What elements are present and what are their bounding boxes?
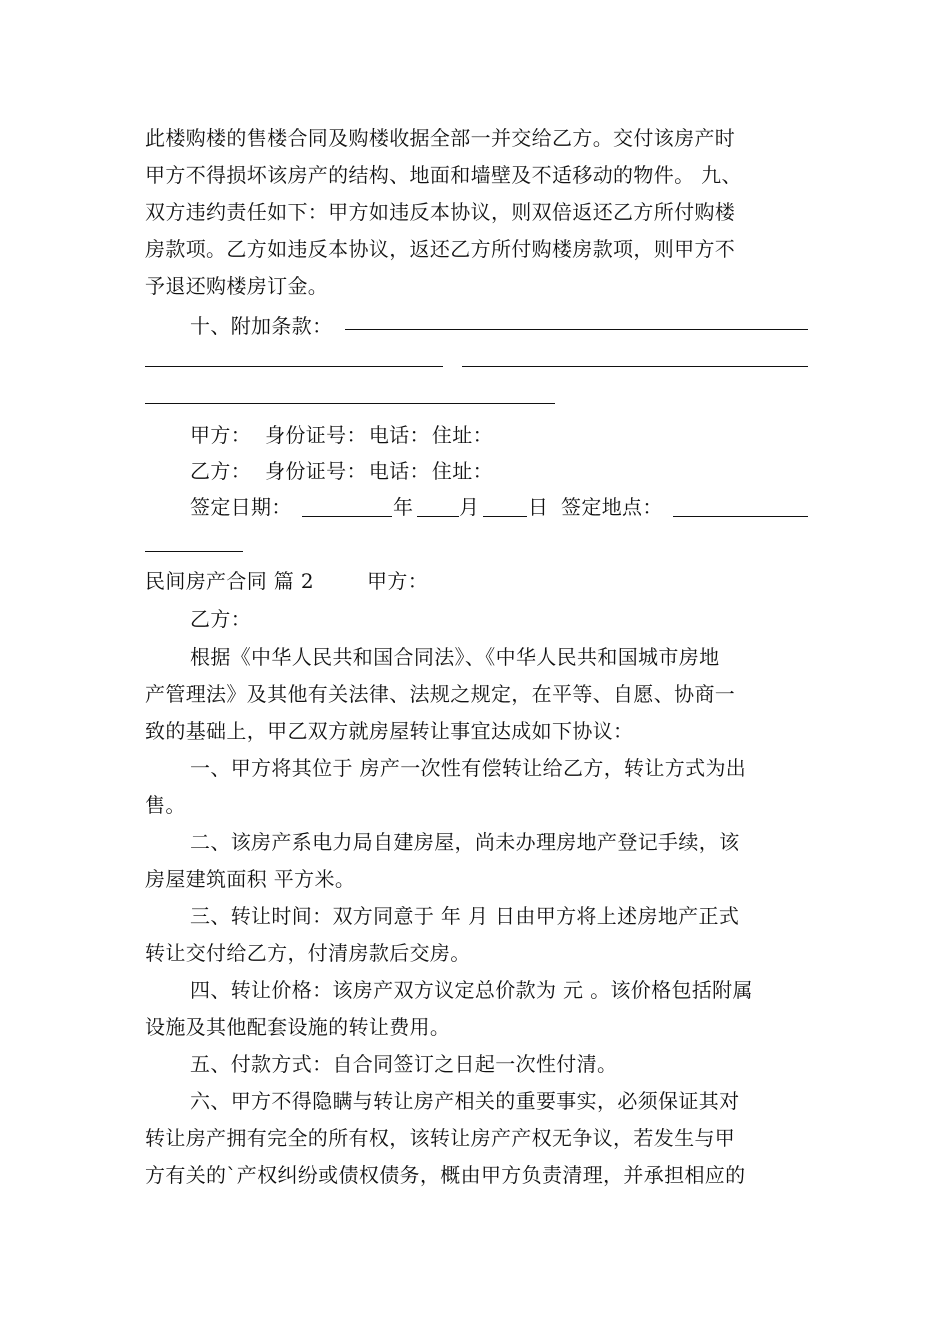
paragraph-line: 双方违约责任如下：甲方如违反本协议，则双倍返还乙方所付购楼 [145,200,736,224]
party-a-phone-label: 电话： [368,423,430,447]
sign-date-label: 签定日期： [190,495,292,519]
party-b-label: 乙方： [190,459,252,483]
blank-underline [145,403,555,404]
party-b-address-label: 住址： [431,459,493,483]
clause-ten-label: 十、附加条款： [190,314,333,338]
year-blank [302,516,392,517]
paragraph-line: 房款项。乙方如违反本协议，返还乙方所付购楼房款项，则甲方不 [145,237,736,261]
body-line: 转让交付给乙方，付清房款后交房。 [145,941,471,965]
body-line: 房屋建筑面积 平方米。 [145,867,356,891]
party-a-info-line [190,417,810,453]
place-blank-continued [145,551,243,552]
body-line: 产管理法》及其他有关法律、法规之规定，在平等、自愿、协商一 [145,682,736,706]
party-a-address-label: 住址： [431,423,493,447]
body-line: 二、该房产系电力局自建房屋，尚未办理房地产登记手续，该 [190,830,740,854]
year-label: 年 [393,495,414,519]
body-line: 三、转让时间：双方同意于 年 月 日由甲方将上述房地产正式 [190,904,740,928]
month-label: 月 [459,495,480,519]
section-party-a: 甲方： [367,569,429,593]
section-party-b: 乙方： [190,607,252,631]
place-blank [673,516,808,517]
day-blank [483,516,527,517]
blank-underline [345,329,808,330]
paragraph-line: 此楼购楼的售楼合同及购楼收据全部一并交给乙方。交付该房产时 [145,126,736,150]
month-blank [417,516,459,517]
body-line: 四、转让价格：该房产双方议定总价款为 元 。该价格包括附属 [190,978,753,1002]
party-b-info-line [190,453,810,489]
sign-place-label: 签定地点： [561,495,663,519]
body-line: 转让房产拥有完全的所有权，该转让房产产权无争议，若发生与甲 [145,1126,736,1150]
party-b-id-label: 身份证号： [265,459,367,483]
body-line: 方有关的`产权纠纷或债权债务，概由甲方负责清理，并承担相应的 [145,1163,746,1187]
body-line: 一、甲方将其位于 房产一次性有偿转让给乙方，转让方式为出 [190,756,747,780]
blank-underline [145,366,443,367]
body-line: 六、甲方不得隐瞒与转让房产相关的重要事实，必须保证其对 [190,1089,740,1113]
body-line: 根据《中华人民共和国合同法》、《中华人民共和国城市房地 [190,645,720,669]
party-a-label: 甲方： [190,423,252,447]
day-label: 日 [528,495,549,519]
body-line: 五、付款方式：自合同签订之日起一次性付清。 [190,1052,618,1076]
section-title: 民间房产合同 篇 2 [145,569,314,593]
body-line: 设施及其他配套设施的转让费用。 [145,1015,451,1039]
party-b-phone-label: 电话： [368,459,430,483]
blank-underline [462,366,808,367]
paragraph-line: 予退还购楼房订金。 [145,274,329,298]
body-line: 致的基础上，甲乙双方就房屋转让事宜达成如下协议： [145,719,634,743]
party-a-id-label: 身份证号： [265,423,367,447]
body-line: 售。 [145,793,186,817]
paragraph-line: 甲方不得损坏该房产的结构、地面和墙壁及不适移动的物件。 九、 [145,163,742,187]
